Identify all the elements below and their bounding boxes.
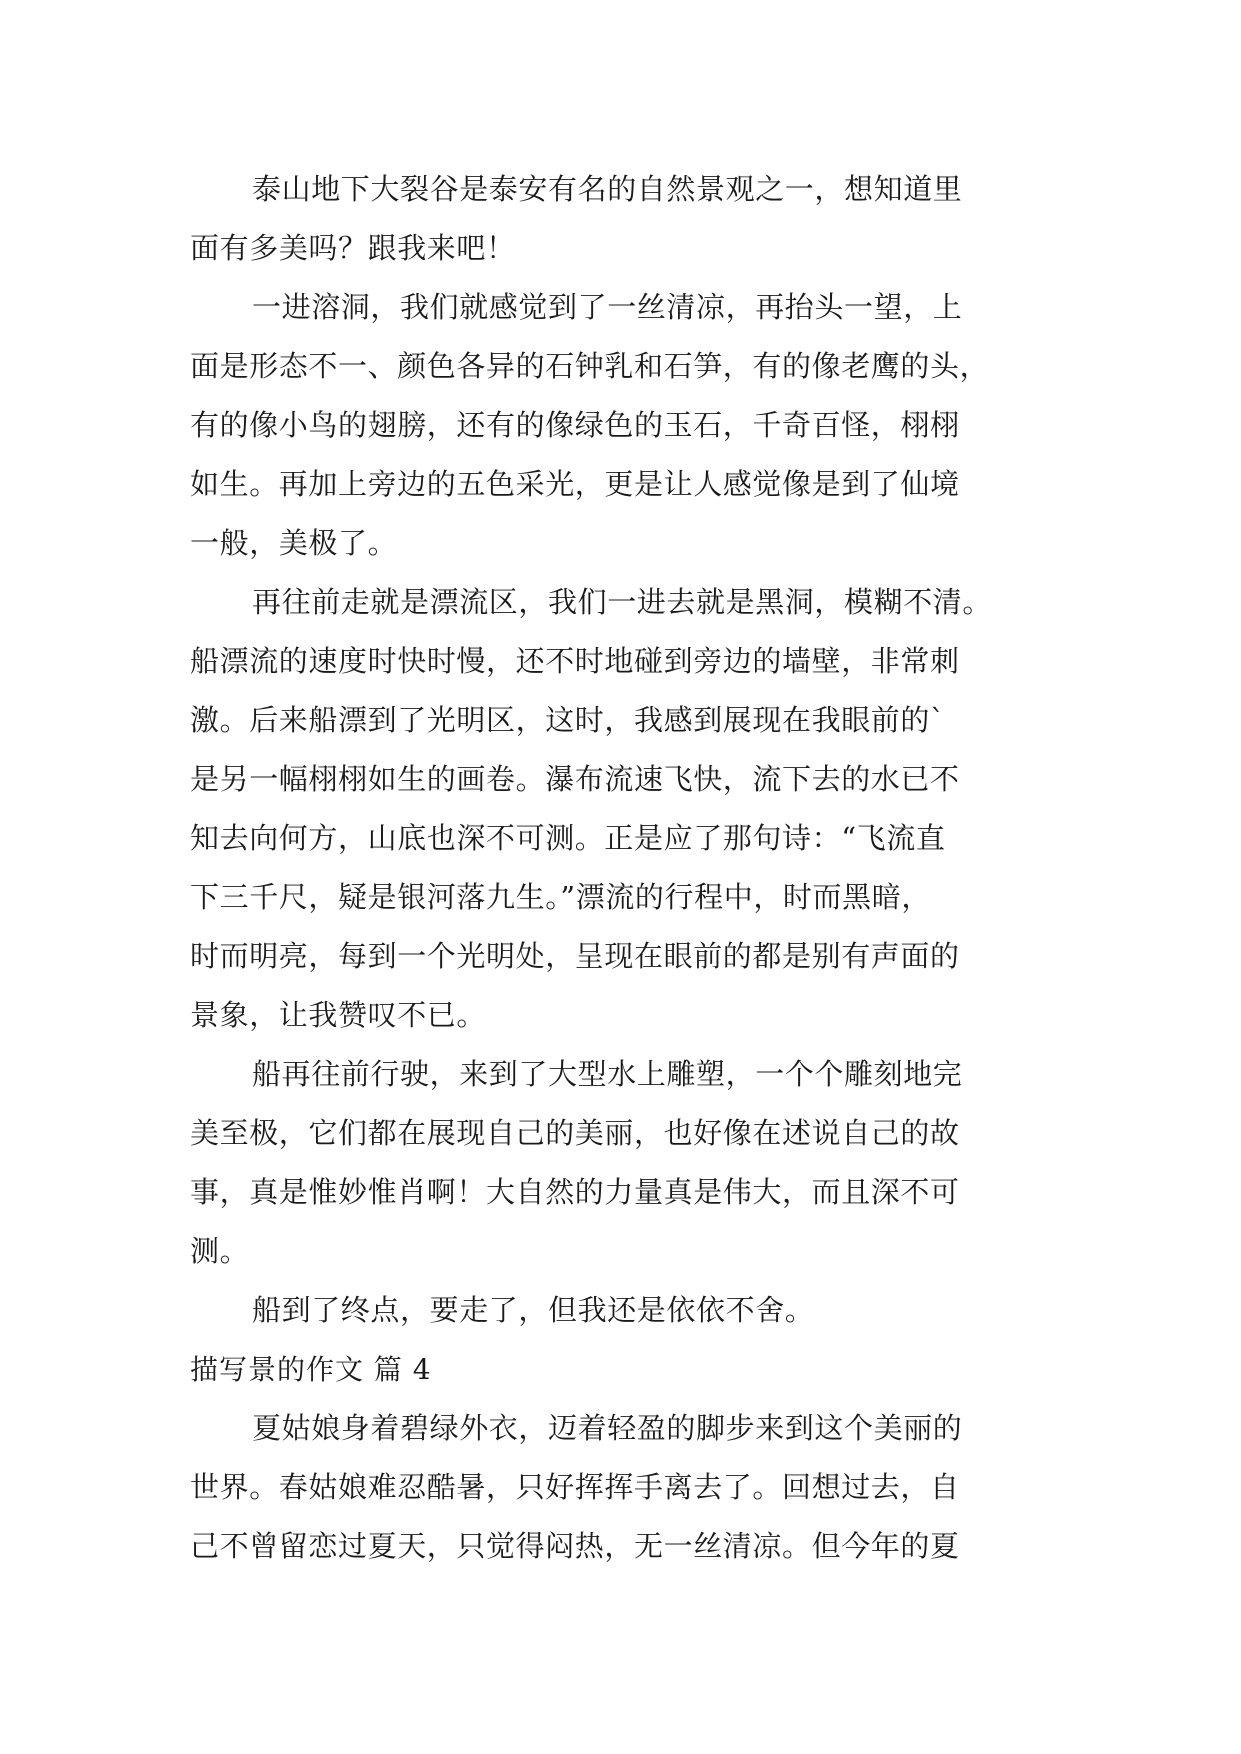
text-line: 如生。再加上旁边的五色采光，更是让人感觉像是到了仙境	[190, 467, 960, 501]
text-line: 己不曾留恋过夏天，只觉得闷热，无一丝清凉。但今年的夏	[190, 1529, 960, 1563]
text-line: 泰山地下大裂谷是泰安有名的自然景观之一，想知道里	[252, 172, 963, 206]
text-line: 有的像小鸟的翅膀，还有的像绿色的玉石，千奇百怪，栩栩	[190, 408, 960, 442]
text-line: 船再往前行驶，来到了大型水上雕塑，一个个雕刻地完	[252, 1057, 963, 1091]
text-line: 世界。春姑娘难忍酷暑，只好挥挥手离去了。回想过去，自	[190, 1470, 960, 1504]
text-line: 事，真是惟妙惟肖啊！大自然的力量真是伟大，而且深不可	[190, 1175, 960, 1209]
text-line: 面是形态不一、颜色各异的石钟乳和石笋，有的像老鹰的头，	[190, 349, 990, 383]
text-line: 是另一幅栩栩如生的画卷。瀑布流速飞快，流下去的水已不	[190, 762, 960, 796]
text-line: 激。后来船漂到了光明区，这时，我感到展现在我眼前的`	[190, 703, 946, 737]
text-line: 一般，美极了。	[190, 526, 398, 560]
text-line: 测。	[190, 1234, 250, 1268]
document-body	[190, 160, 1056, 1576]
text-line: 面有多美吗？跟我来吧！	[190, 231, 516, 265]
text-line: 一进溶洞，我们就感觉到了一丝清凉，再抬头一望，上	[252, 290, 963, 324]
text-line: 美至极，它们都在展现自己的美丽，也好像在述说自己的故	[190, 1116, 960, 1150]
text-line: 再往前走就是漂流区，我们一进去就是黑洞，模糊不清。	[252, 585, 993, 619]
text-line: 船漂流的速度时快时慢，还不时地碰到旁边的墙壁，非常刺	[190, 644, 960, 678]
text-line: 船到了终点，要走了，但我还是依依不舍。	[252, 1293, 815, 1327]
text-line: 知去向何方，山底也深不可测。正是应了那句诗：“飞流直	[190, 821, 946, 855]
text-line: 夏姑娘身着碧绿外衣，迈着轻盈的脚步来到这个美丽的	[252, 1411, 963, 1445]
text-line: 时而明亮，每到一个光明处，呈现在眼前的都是别有声面的	[190, 939, 960, 973]
section-heading: 描写景的作文 篇 4	[190, 1353, 432, 1386]
text-line: 下三千尺，疑是银河落九生。”漂流的行程中，时而黑暗，	[190, 880, 931, 914]
text-line: 景象，让我赞叹不已。	[190, 998, 487, 1032]
